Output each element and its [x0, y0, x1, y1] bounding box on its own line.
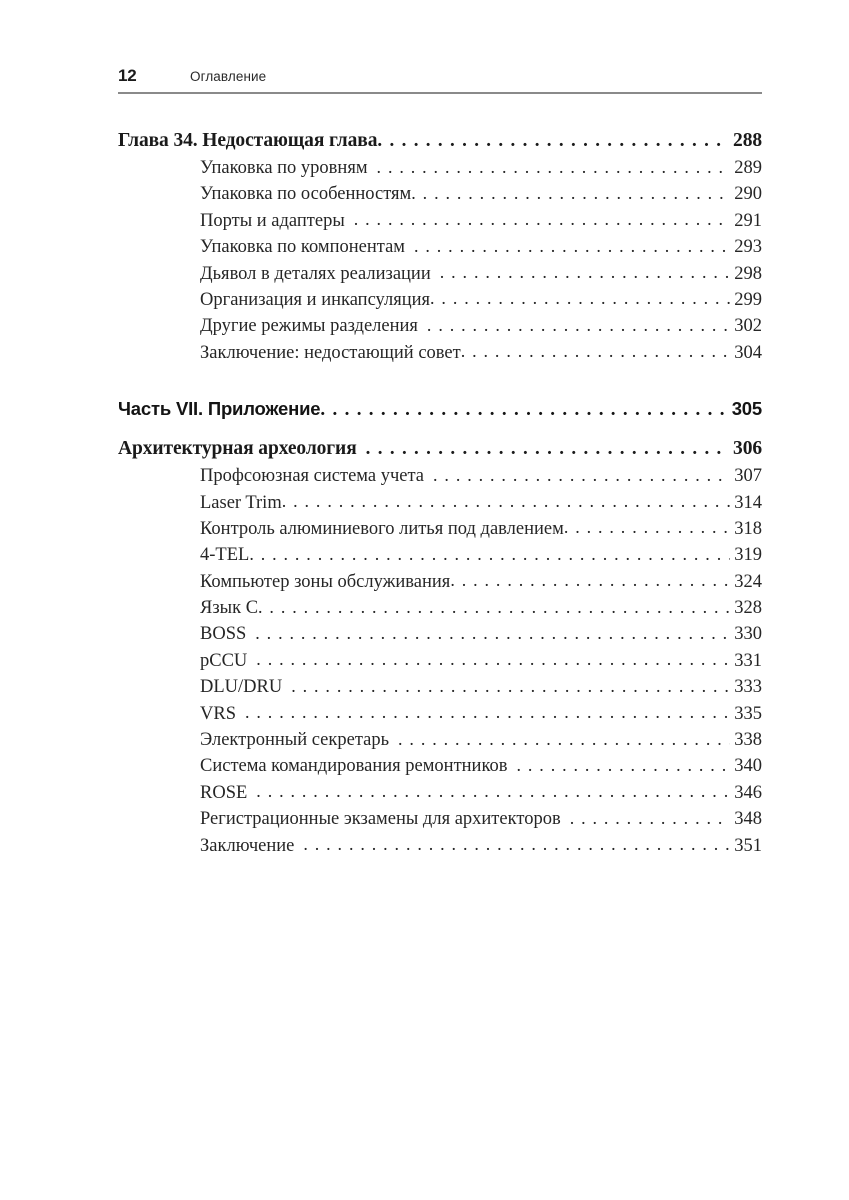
- dot-leader: [303, 834, 730, 856]
- dot-leader: [258, 597, 730, 619]
- toc-entry[interactable]: [118, 835, 762, 861]
- dot-leader: [564, 517, 730, 539]
- section-spacer: [118, 425, 762, 438]
- toc-entry-page-number: 324: [734, 571, 762, 592]
- toc-entry-label: Глава 34. Недостающая глава: [118, 130, 378, 151]
- toc-entry-label: Компьютер зоны обслуживания: [200, 571, 451, 592]
- toc-entry-page-number: 291: [734, 210, 762, 231]
- toc-entry-label: DLU/DRU: [200, 677, 283, 698]
- toc-entry-page-number: 333: [734, 677, 762, 698]
- dot-leader: [517, 755, 731, 777]
- dot-leader: [320, 398, 729, 421]
- dot-leader: [377, 157, 731, 179]
- toc-entry-page-number: 289: [734, 158, 762, 178]
- dot-leader: [411, 183, 730, 205]
- toc-entry-page-number: 298: [734, 263, 762, 284]
- toc-entry-label: Организация и инкапсуляция: [200, 289, 431, 310]
- toc-entry-page-number: 304: [734, 342, 762, 363]
- toc-entry[interactable]: [118, 544, 762, 570]
- toc-entry-page-number: 335: [734, 703, 762, 724]
- dot-leader: [249, 544, 730, 566]
- toc-entry[interactable]: [118, 210, 762, 236]
- toc-entry[interactable]: [118, 571, 762, 597]
- toc-entry-page-number: 330: [734, 624, 762, 645]
- dot-leader: [256, 649, 730, 671]
- toc-entry[interactable]: [118, 157, 762, 183]
- toc-entry[interactable]: [118, 315, 762, 341]
- toc-entry-label: Упаковка по особенностям: [200, 184, 412, 205]
- toc-entry-label: pCCU: [200, 650, 248, 671]
- toc-entry-label: Регистрационные экзамены для архитекторов: [200, 809, 561, 830]
- dot-leader: [440, 262, 731, 284]
- toc-entry-label: VRS: [200, 703, 236, 724]
- toc-entry-label: Дьявол в деталях реализации: [200, 263, 431, 284]
- toc-entry-label: ROSE: [200, 782, 248, 803]
- toc-entry-label: Контроль алюминиевого литья под давлением: [200, 518, 564, 539]
- running-head: [118, 66, 762, 94]
- toc-entry[interactable]: [118, 597, 762, 623]
- dot-leader: [433, 465, 730, 487]
- toc-entry[interactable]: [118, 782, 762, 808]
- toc-entry-label: BOSS: [200, 624, 247, 645]
- toc-entry-page-number: 314: [734, 492, 762, 513]
- toc-entry-page-number: 318: [734, 518, 762, 539]
- toc-entry-label: Упаковка по компонентам: [200, 237, 405, 258]
- toc-entry-label: Язык C: [200, 598, 259, 619]
- toc-entry-page-number: 348: [734, 809, 762, 830]
- dot-leader: [245, 702, 730, 724]
- dot-leader: [398, 729, 730, 751]
- toc-entry-label: Архитектурная археология: [118, 438, 357, 460]
- toc-entry-page-number: 290: [734, 184, 762, 205]
- dot-leader: [354, 209, 731, 231]
- toc-entry-page-number: 328: [734, 598, 762, 619]
- dot-leader: [256, 781, 730, 803]
- toc-entry[interactable]: [118, 289, 762, 315]
- dot-leader: [366, 438, 729, 460]
- toc-entry[interactable]: [118, 808, 762, 834]
- toc-chapter-heading[interactable]: [118, 130, 762, 157]
- toc-entry-page-number: 293: [734, 237, 762, 258]
- toc-entry[interactable]: [118, 465, 762, 491]
- dot-leader: [282, 491, 731, 513]
- toc-entry[interactable]: [118, 263, 762, 289]
- toc-entry[interactable]: [118, 755, 762, 781]
- toc-entry-page-number: 340: [734, 756, 762, 777]
- toc-entry-label: Заключение: [200, 835, 295, 856]
- toc-entry-label: Профсоюзная система учета: [200, 466, 425, 487]
- toc-entry-page-number: 305: [731, 398, 762, 420]
- toc-entry[interactable]: [118, 650, 762, 676]
- toc-entry-label: Другие режимы разделения: [200, 316, 418, 337]
- toc-entry-page-number: 299: [734, 289, 762, 310]
- dot-leader: [377, 130, 729, 152]
- toc-entry[interactable]: [118, 236, 762, 262]
- toc-entry-label: Порты и адаптеры: [200, 210, 345, 231]
- page-folio-number: 12: [118, 66, 137, 85]
- toc-entry-page-number: 288: [733, 130, 762, 151]
- toc-entry[interactable]: [118, 492, 762, 518]
- toc-entry-label: Электронный секретарь: [200, 730, 390, 751]
- toc-entry[interactable]: [118, 518, 762, 544]
- toc-entry-page-number: 346: [734, 782, 762, 803]
- dot-leader: [430, 288, 730, 310]
- toc-entry-page-number: 307: [734, 466, 762, 487]
- toc-entry-page-number: 331: [734, 650, 762, 671]
- header-divider-rule: [118, 92, 762, 94]
- toc-entry-label: 4-TEL: [200, 545, 250, 566]
- toc-entry-page-number: 319: [734, 545, 762, 566]
- dot-leader: [461, 341, 731, 363]
- toc-entry-label: Заключение: недостающий совет: [200, 342, 461, 363]
- table-of-contents: [118, 130, 762, 861]
- dot-leader: [414, 236, 730, 258]
- toc-entry-page-number: 302: [734, 316, 762, 337]
- dot-leader: [291, 676, 730, 698]
- toc-entry-page-number: 338: [734, 730, 762, 751]
- dot-leader: [570, 808, 731, 830]
- toc-entry-page-number: 306: [733, 438, 762, 460]
- toc-entry[interactable]: [118, 342, 762, 368]
- toc-entry[interactable]: [118, 676, 762, 702]
- running-head-title: Оглавление: [190, 69, 267, 84]
- toc-entry-label: Система командирования ремонтников: [200, 756, 508, 777]
- dot-leader: [427, 315, 730, 337]
- section-spacer: [118, 368, 762, 398]
- toc-entry-label: Упаковка по уровням: [200, 158, 368, 178]
- dot-leader: [450, 570, 730, 592]
- dot-leader: [255, 623, 730, 645]
- toc-entry-label: Часть VII. Приложение: [118, 398, 321, 420]
- toc-entry[interactable]: [118, 183, 762, 209]
- toc-entry[interactable]: [118, 623, 762, 649]
- toc-chapter-heading[interactable]: [118, 438, 762, 465]
- toc-entry-page-number: 351: [734, 835, 762, 856]
- toc-entry-label: Laser Trim: [200, 492, 282, 513]
- toc-entry[interactable]: [118, 703, 762, 729]
- toc-part-heading[interactable]: [118, 398, 762, 425]
- toc-entry[interactable]: [118, 729, 762, 755]
